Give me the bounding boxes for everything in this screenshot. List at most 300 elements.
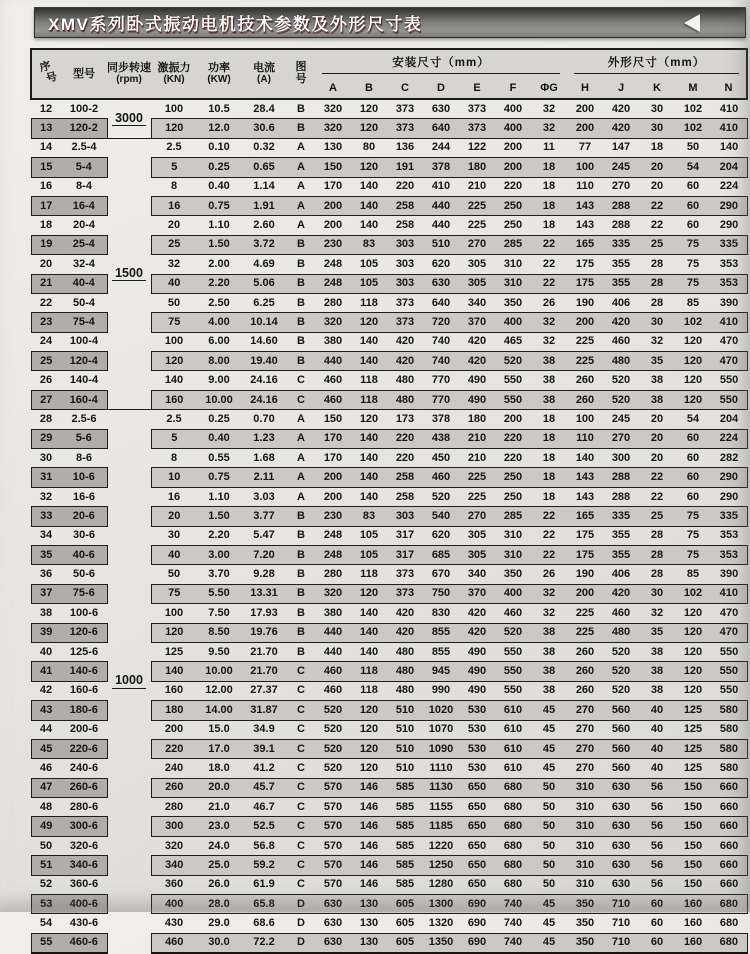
cell-current: 17.93 — [250, 606, 278, 619]
cell-dim: 470 — [711, 623, 747, 642]
cell-force: 50 — [167, 296, 181, 309]
cell-dim: 100 — [567, 158, 603, 177]
cell-model: 180-6 — [61, 701, 107, 720]
cell-dim: 50 — [531, 778, 567, 797]
col-header-power: 功率 (KW) — [197, 49, 241, 99]
cell-dim: 75 — [686, 529, 700, 542]
table-body — [31, 99, 747, 953]
cell-force: 50 — [167, 568, 181, 581]
cell-dim: 165 — [567, 235, 603, 254]
cell-force: 20 — [167, 219, 181, 232]
cell-dim: 150 — [675, 856, 711, 875]
cell-dim: 225 — [567, 623, 603, 642]
col-header-force: 激振力 (KN) — [151, 49, 197, 99]
cell-dim: 1090 — [423, 739, 459, 758]
cell-dim: 630 — [603, 817, 639, 836]
cell-power: 6.00 — [208, 335, 230, 348]
cell-dim: 38 — [531, 662, 567, 681]
cell-dim: 282 — [719, 451, 739, 464]
cell-serial: 17 — [31, 196, 61, 215]
cell-dim: 710 — [603, 933, 639, 953]
cell-model: 50-6 — [72, 568, 96, 581]
cell-dim: 32 — [650, 606, 664, 619]
cell-figure: B — [287, 623, 315, 642]
cell-dim: 170 — [323, 451, 343, 464]
cell-serial: 22 — [39, 296, 53, 309]
cell-dim: 38 — [542, 684, 556, 697]
cell-dim: 150 — [683, 839, 703, 852]
cell-dim: 204 — [711, 158, 747, 177]
cell-figure: B — [297, 296, 305, 309]
cell-force: 8 — [170, 180, 178, 193]
cell-dim: 420 — [611, 102, 631, 115]
cell-dim: 680 — [711, 933, 747, 953]
cell-force: 160 — [164, 684, 184, 697]
cell-dim: 353 — [719, 529, 739, 542]
cell-dim: 610 — [503, 761, 523, 774]
cell-dim: 350 — [567, 895, 603, 914]
cell-dim: 438 — [423, 429, 459, 448]
cell-dim: 20 — [639, 158, 675, 177]
cell-dim: 585 — [395, 878, 415, 891]
cell-dim: 200 — [495, 158, 531, 177]
cell-dim: 130 — [359, 917, 379, 930]
cell-model: 140-6 — [61, 662, 107, 681]
col-group-install-dims: 安装尺寸（mm） — [315, 49, 567, 78]
cell-dim: 680 — [503, 839, 523, 852]
cell-current: 19.40 — [241, 352, 287, 371]
cell-dim: 200 — [567, 119, 603, 138]
cell-current: 7.20 — [241, 545, 287, 564]
cell-figure: B — [287, 507, 315, 526]
cell-model: 160-6 — [69, 684, 99, 697]
cell-dim: 150 — [683, 878, 703, 891]
cell-dim: 570 — [323, 878, 343, 891]
cell-force: 160 — [151, 390, 197, 409]
cell-dim: 260 — [575, 684, 595, 697]
cell-dim: 22 — [639, 468, 675, 487]
cell-dim: 224 — [711, 429, 747, 448]
cell-dim: 585 — [387, 778, 423, 797]
cell-current: 0.32 — [253, 141, 275, 154]
cell-dim: 105 — [351, 545, 387, 564]
cell-dim: 1320 — [428, 917, 454, 930]
cell-dim: 680 — [495, 856, 531, 875]
cell-dim: 18 — [542, 412, 556, 425]
cell-dim: 350 — [503, 296, 523, 309]
cell-force: 5 — [151, 158, 197, 177]
table-header — [31, 49, 747, 99]
cell-figure: C — [297, 374, 305, 387]
cell-dim: 1350 — [423, 933, 459, 953]
cell-dim: 175 — [575, 529, 595, 542]
cell-dim: 630 — [611, 800, 631, 813]
cell-dim: 1185 — [423, 817, 459, 836]
cell-force: 2.5 — [166, 141, 182, 154]
col-header-dim-C: C — [387, 78, 423, 99]
cell-dim: 310 — [567, 817, 603, 836]
cell-dim: 270 — [459, 507, 495, 526]
cell-dim: 120 — [351, 584, 387, 603]
cell-power: 12.00 — [205, 684, 233, 697]
cell-power: 9.00 — [208, 374, 230, 387]
cell-force: 16 — [151, 196, 197, 215]
cell-dim: 320 — [323, 102, 343, 115]
cell-figure: B — [297, 645, 305, 658]
cell-dim: 320 — [315, 313, 351, 332]
cell-dim: 378 — [431, 412, 451, 425]
cell-power: 20.0 — [197, 778, 241, 797]
cell-model: 2.5-4 — [71, 141, 97, 154]
cell-dim: 650 — [459, 778, 495, 797]
cell-dim: 420 — [603, 119, 639, 138]
cell-force: 100 — [164, 102, 184, 115]
cell-dim: 146 — [359, 800, 379, 813]
cell-dim: 680 — [503, 878, 523, 891]
cell-dim: 520 — [495, 352, 531, 371]
cell-dim: 28 — [650, 529, 664, 542]
cell-dim: 740 — [423, 352, 459, 371]
rpm-group-label: 1500 — [107, 138, 151, 409]
cell-dim: 56 — [639, 778, 675, 797]
cell-serial: 27 — [31, 390, 61, 409]
cell-dim: 640 — [423, 119, 459, 138]
cell-dim: 45 — [531, 933, 567, 953]
cell-dim: 400 — [495, 119, 531, 138]
cell-figure: B — [297, 568, 305, 581]
cell-dim: 303 — [395, 257, 415, 270]
cell-serial: 52 — [39, 878, 53, 891]
cell-current: 1.68 — [253, 451, 275, 464]
cell-dim: 290 — [711, 196, 747, 215]
cell-dim: 225 — [575, 335, 595, 348]
cell-dim: 258 — [395, 490, 415, 503]
cell-dim: 118 — [360, 684, 378, 697]
cell-dim: 520 — [603, 662, 639, 681]
cell-dim: 200 — [567, 584, 603, 603]
cell-power: 0.40 — [197, 429, 241, 448]
cell-power: 10.00 — [197, 662, 241, 681]
cell-dim: 400 — [503, 102, 523, 115]
cell-serial: 13 — [31, 119, 61, 138]
cell-dim: 120 — [359, 723, 379, 736]
cell-dim: 200 — [567, 313, 603, 332]
cell-dim: 150 — [675, 778, 711, 797]
cell-dim: 26 — [542, 568, 556, 581]
cell-power: 0.75 — [197, 196, 241, 215]
cell-dim: 410 — [711, 584, 747, 603]
cell-dim: 120 — [359, 102, 379, 115]
cell-model: 10-6 — [61, 468, 107, 487]
cell-current: 39.1 — [241, 739, 287, 758]
cell-dim: 550 — [711, 662, 747, 681]
cell-dim: 470 — [711, 352, 747, 371]
cell-dim: 490 — [467, 684, 487, 697]
cell-figure: B — [297, 335, 305, 348]
cell-force: 16 — [167, 490, 181, 503]
cell-dim: 140 — [359, 180, 379, 193]
cell-dim: 510 — [395, 761, 415, 774]
cell-power: 17.0 — [197, 739, 241, 758]
cell-dim: 56 — [650, 839, 664, 852]
cell-force: 340 — [151, 856, 197, 875]
cell-dim: 220 — [395, 451, 415, 464]
cell-dim: 102 — [675, 584, 711, 603]
cell-force: 200 — [164, 723, 184, 736]
cell-dim: 420 — [395, 335, 415, 348]
cell-dim: 355 — [603, 545, 639, 564]
cell-dim: 225 — [575, 606, 595, 619]
cell-serial: 41 — [31, 662, 61, 681]
cell-dim: 28 — [639, 274, 675, 293]
cell-power: 29.0 — [208, 917, 230, 930]
cell-dim: 630 — [423, 274, 459, 293]
cell-model: 120-2 — [61, 119, 107, 138]
cell-power: 0.25 — [208, 412, 230, 425]
cell-dim: 690 — [459, 933, 495, 953]
cell-dim: 340 — [467, 296, 487, 309]
col-header-model: 型号 — [61, 49, 107, 99]
back-arrow-icon[interactable] — [684, 14, 700, 32]
cell-dim: 660 — [719, 800, 739, 813]
cell-dim: 140 — [351, 468, 387, 487]
cell-dim: 260 — [575, 645, 595, 658]
cell-dim: 225 — [459, 468, 495, 487]
cell-serial: 14 — [39, 141, 53, 154]
cell-dim: 410 — [711, 313, 747, 332]
cell-serial: 33 — [31, 507, 61, 526]
cell-dim: 490 — [467, 645, 487, 658]
cell-dim: 510 — [395, 723, 415, 736]
cell-dim: 22 — [639, 196, 675, 215]
cell-dim: 60 — [686, 219, 700, 232]
cell-dim: 520 — [323, 761, 343, 774]
cell-power: 12.0 — [197, 119, 241, 138]
cell-dim: 32 — [542, 606, 556, 619]
cell-dim: 120 — [683, 374, 703, 387]
cell-dim: 550 — [495, 390, 531, 409]
cell-dim: 585 — [395, 839, 415, 852]
cell-figure: B — [287, 352, 315, 371]
cell-dim: 248 — [315, 274, 351, 293]
cell-dim: 270 — [459, 235, 495, 254]
cell-power: 8.00 — [197, 352, 241, 371]
cell-dim: 248 — [323, 257, 343, 270]
cell-dim: 270 — [611, 180, 631, 193]
cell-serial: 26 — [39, 374, 53, 387]
cell-dim: 355 — [603, 274, 639, 293]
col-header-serial — [31, 49, 61, 99]
cell-figure: B — [287, 313, 315, 332]
spec-table — [30, 48, 748, 954]
cell-power: 1.50 — [197, 507, 241, 526]
cell-dim: 140 — [351, 352, 387, 371]
cell-dim: 520 — [611, 645, 631, 658]
cell-dim: 373 — [459, 119, 495, 138]
cell-current: 24.16 — [250, 374, 278, 387]
cell-dim: 35 — [639, 352, 675, 371]
cell-current: 19.76 — [241, 623, 287, 642]
cell-dim: 945 — [423, 662, 459, 681]
cell-dim: 220 — [503, 180, 523, 193]
cell-dim: 460 — [611, 606, 631, 619]
cell-dim: 38 — [639, 390, 675, 409]
cell-model: 40-4 — [61, 274, 107, 293]
cell-dim: 18 — [542, 219, 556, 232]
cell-dim: 520 — [323, 723, 343, 736]
col-header-figure — [287, 49, 315, 99]
cell-dim: 20 — [639, 429, 675, 448]
cell-dim: 660 — [711, 778, 747, 797]
cell-figure: B — [287, 584, 315, 603]
cell-model: 120-6 — [61, 623, 107, 642]
cell-dim: 118 — [360, 568, 378, 581]
cell-current: 9.28 — [253, 568, 275, 581]
cell-serial: 20 — [39, 257, 53, 270]
cell-dim: 510 — [387, 739, 423, 758]
cell-force: 40 — [151, 545, 197, 564]
cell-figure: A — [297, 412, 305, 425]
cell-power: 0.10 — [208, 141, 230, 154]
cell-figure: C — [287, 739, 315, 758]
cell-dim: 250 — [495, 468, 531, 487]
cell-figure: A — [287, 429, 315, 448]
cell-dim: 125 — [683, 723, 703, 736]
cell-dim: 204 — [719, 412, 739, 425]
cell-dim: 1070 — [428, 723, 454, 736]
cell-dim: 120 — [683, 684, 703, 697]
cell-dim: 56 — [650, 800, 664, 813]
cell-dim: 140 — [359, 451, 379, 464]
cell-power: 14.00 — [197, 701, 241, 720]
cell-dim: 680 — [711, 895, 747, 914]
cell-dim: 22 — [650, 219, 664, 232]
cell-dim: 140 — [359, 335, 379, 348]
cell-force: 10 — [151, 468, 197, 487]
cell-dim: 630 — [611, 878, 631, 891]
cell-dim: 120 — [351, 119, 387, 138]
cell-serial: 28 — [39, 412, 53, 425]
cell-dim: 60 — [675, 468, 711, 487]
cell-model: 280-6 — [69, 800, 99, 813]
cell-dim: 20 — [650, 180, 664, 193]
cell-dim: 520 — [495, 623, 531, 642]
cell-dim: 420 — [387, 352, 423, 371]
col-header-dim-A: A — [315, 78, 351, 99]
cell-serial: 18 — [39, 219, 53, 232]
cell-dim: 102 — [675, 119, 711, 138]
cell-dim: 420 — [395, 606, 415, 619]
cell-dim: 140 — [359, 606, 379, 619]
figure-label: 图 号 — [295, 61, 307, 85]
cell-dim: 303 — [387, 274, 423, 293]
cell-serial: 35 — [31, 545, 61, 564]
cell-dim: 220 — [503, 451, 523, 464]
cell-dim: 550 — [719, 374, 739, 387]
cell-dim: 102 — [683, 102, 703, 115]
cell-power: 2.00 — [208, 257, 230, 270]
cell-force: 360 — [164, 878, 184, 891]
cell-force: 2.5 — [166, 412, 182, 425]
cell-force: 25 — [151, 235, 197, 254]
cell-dim: 175 — [567, 545, 603, 564]
cell-dim: 660 — [719, 878, 739, 891]
cell-dim: 220 — [495, 429, 531, 448]
cell-serial: 47 — [31, 778, 61, 797]
cell-dim: 150 — [675, 817, 711, 836]
cell-power: 1.50 — [197, 235, 241, 254]
cell-dim: 50 — [531, 817, 567, 836]
cell-dim: 225 — [467, 219, 487, 232]
cell-dim: 350 — [575, 917, 595, 930]
cell-dim: 175 — [575, 257, 595, 270]
cell-dim: 60 — [675, 429, 711, 448]
cell-dim: 570 — [315, 778, 351, 797]
cell-dim: 480 — [387, 662, 423, 681]
cell-dim: 105 — [359, 257, 379, 270]
cell-dim: 580 — [711, 739, 747, 758]
cell-power: 24.0 — [208, 839, 230, 852]
cell-dim: 173 — [395, 412, 415, 425]
cell-dim: 335 — [603, 507, 639, 526]
cell-figure: D — [287, 895, 315, 914]
cell-dim: 18 — [531, 196, 567, 215]
cell-model: 140-4 — [69, 374, 99, 387]
cell-figure: A — [287, 196, 315, 215]
cell-force: 75 — [151, 584, 197, 603]
cell-serial: 46 — [39, 761, 53, 774]
cell-dim: 18 — [531, 158, 567, 177]
cell-dim: 38 — [531, 390, 567, 409]
cell-dim: 260 — [575, 374, 595, 387]
cell-dim: 460 — [503, 606, 523, 619]
cell-dim: 170 — [323, 180, 343, 193]
cell-current: 21.70 — [241, 662, 287, 681]
cell-dim: 140 — [575, 451, 595, 464]
cell-dim: 258 — [387, 196, 423, 215]
cell-dim: 470 — [719, 335, 739, 348]
cell-dim: 165 — [567, 507, 603, 526]
cell-serial: 37 — [31, 584, 61, 603]
cell-dim: 770 — [431, 374, 451, 387]
cell-figure: A — [297, 219, 305, 232]
cell-dim: 630 — [603, 856, 639, 875]
cell-dim: 530 — [467, 723, 487, 736]
cell-figure: A — [297, 451, 305, 464]
cell-current: 28.4 — [253, 102, 275, 115]
cell-dim: 150 — [323, 412, 343, 425]
cell-dim: 136 — [395, 141, 415, 154]
cell-serial: 54 — [39, 917, 53, 930]
cell-dim: 660 — [711, 856, 747, 875]
cell-power: 26.0 — [208, 878, 230, 891]
cell-dim: 105 — [351, 274, 387, 293]
cell-dim: 30 — [650, 102, 664, 115]
cell-dim: 45 — [531, 739, 567, 758]
cell-dim: 350 — [503, 568, 523, 581]
cell-dim: 305 — [467, 257, 487, 270]
cell-model: 75-6 — [61, 584, 107, 603]
cell-dim: 210 — [467, 451, 487, 464]
cell-dim: 373 — [467, 102, 487, 115]
cell-figure: C — [287, 390, 315, 409]
cell-current: 56.8 — [253, 839, 275, 852]
cell-force: 5 — [151, 429, 197, 448]
cell-dim: 140 — [359, 490, 379, 503]
cell-dim: 120 — [351, 739, 387, 758]
cell-dim: 855 — [431, 645, 451, 658]
cell-dim: 650 — [467, 839, 487, 852]
